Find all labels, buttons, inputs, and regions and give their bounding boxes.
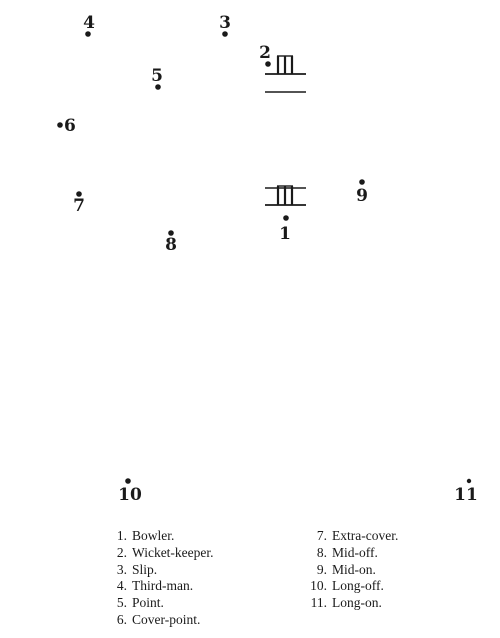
- legend-position: Extra-cover.: [332, 528, 399, 543]
- fielder-number-7: 7: [73, 196, 85, 216]
- fielder-dot: [283, 215, 289, 221]
- legend-item: [106, 562, 214, 579]
- fielder-8: [165, 230, 177, 255]
- fielder-4: [83, 13, 95, 37]
- legend-item: [106, 545, 214, 562]
- legend-item: [106, 595, 214, 612]
- legend-item: [306, 562, 398, 579]
- legend-number: 10.: [310, 578, 327, 594]
- legend-number: 8.: [316, 544, 327, 560]
- legend-item: [106, 528, 214, 545]
- legend-left-column: [106, 528, 214, 629]
- legend-number: 1.: [116, 528, 127, 543]
- fielder-dot: [359, 179, 365, 185]
- legend-number: 6.: [116, 611, 127, 627]
- legend-position: Slip.: [132, 561, 158, 577]
- legend-position: Wicket-keeper.: [132, 544, 214, 560]
- fielder-number-3: 3: [219, 13, 231, 33]
- fielder-dot: [57, 122, 63, 128]
- fielder-number-11: 11: [454, 485, 478, 505]
- fielder-11: [454, 479, 478, 505]
- legend-number: 4.: [116, 578, 127, 594]
- legend-item: [306, 528, 398, 545]
- legend-position: Cover-point.: [132, 611, 201, 627]
- fielder-5: [151, 66, 163, 90]
- fielder-number-4: 4: [83, 13, 95, 33]
- fielder-7: [73, 191, 85, 216]
- fielder-dot: [125, 478, 131, 484]
- legend-item: [106, 578, 214, 595]
- fielder-number-10: 10: [118, 485, 142, 505]
- fielder-3: [219, 13, 231, 37]
- legend-position: Third-man.: [132, 578, 194, 594]
- legend-number: 2.: [116, 544, 127, 560]
- legend-number: 9.: [316, 561, 327, 577]
- fielder-2: [259, 43, 271, 67]
- fielder-10: [118, 478, 142, 505]
- legend-item: [306, 578, 398, 595]
- legend-item: [306, 595, 398, 612]
- legend-number: 11.: [310, 595, 327, 611]
- fielder-dot: [467, 479, 471, 483]
- legend-position: Long-on.: [332, 595, 382, 611]
- legend-position: Long-off.: [332, 578, 384, 594]
- bottom-wicket-icon: [265, 186, 306, 205]
- legend-right-column: [306, 528, 398, 612]
- fielder-6: [57, 116, 76, 136]
- fielder-number-2: 2: [259, 43, 271, 63]
- fielder-number-5: 5: [151, 66, 163, 86]
- legend-position: Mid-on.: [332, 561, 376, 577]
- fielder-number-9: 9: [356, 186, 368, 206]
- legend-number: 3.: [116, 561, 127, 577]
- legend-position: Mid-off.: [332, 544, 378, 560]
- legend-position: Bowler.: [132, 528, 175, 543]
- fielder-number-8: 8: [165, 235, 177, 255]
- legend-number: 5.: [116, 595, 127, 611]
- legend-position: Point.: [132, 595, 164, 611]
- fielder-number-1: 1: [279, 224, 291, 244]
- top-wicket-icon: [265, 56, 306, 74]
- legend-number: 7.: [316, 528, 327, 543]
- fielder-1: [279, 215, 291, 244]
- legend-item: [106, 612, 214, 629]
- fielder-number-6: 6: [64, 116, 76, 136]
- fielder-9: [356, 179, 368, 206]
- legend-item: [306, 545, 398, 562]
